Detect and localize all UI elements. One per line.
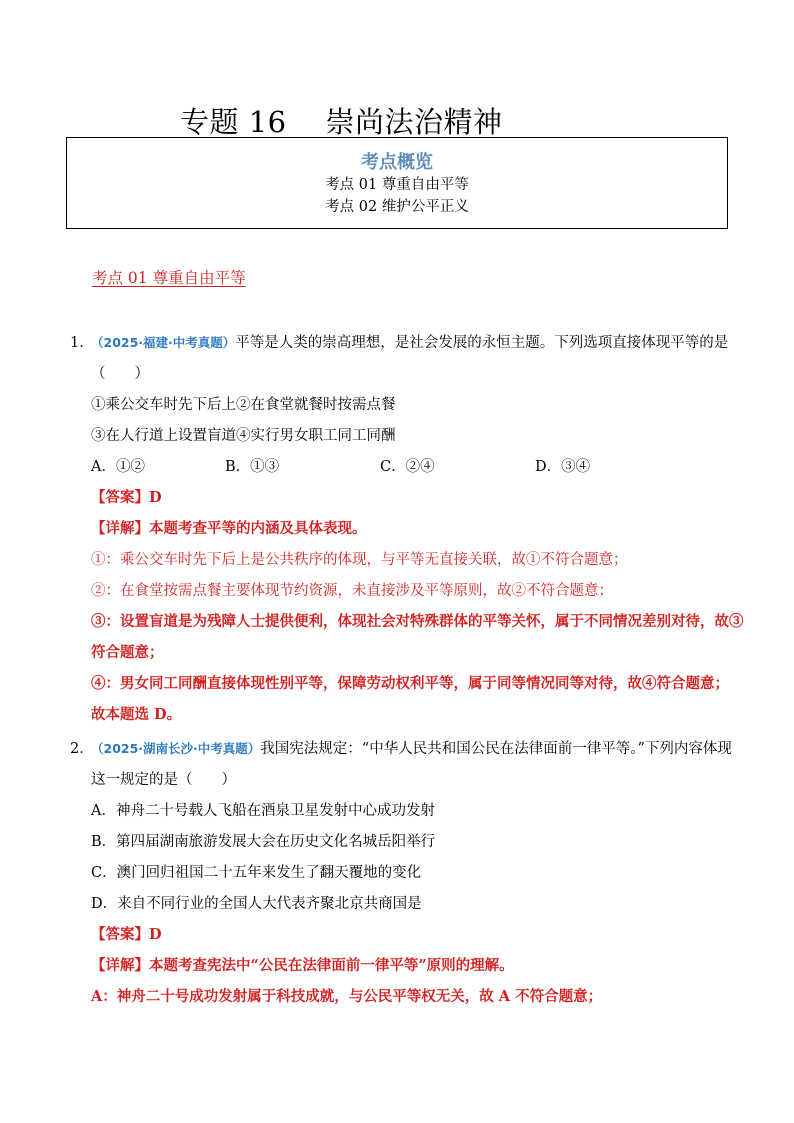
overview-heading: 考点概览 (361, 152, 433, 173)
overview-item-1: 考点 01 尊重自由平等 (325, 177, 469, 193)
overview-box (66, 137, 728, 229)
question-1-stem (91, 331, 728, 352)
question-1-detail (91, 517, 367, 538)
question-2-answer (91, 923, 162, 944)
question-1-answer (91, 486, 162, 507)
question-1-items-line2: ③在人行道上设置盲道④实行男女职工同工同酬 (91, 428, 396, 444)
answer-label: 【答案】 (91, 489, 149, 506)
question-1-explanation-4: ④：男女同工同酬直接体现性别平等，保障劳动权利平等，属于同等情况同等对待，故④符合题意； (91, 675, 729, 692)
overview-item-2: 考点 02 维护公平正义 (325, 199, 469, 215)
question-2-stem-line2: 这一规定的是（ ） (91, 772, 236, 788)
question-1-source: （2025·福建·中考真题） (91, 335, 236, 350)
question-1-stem-text: 平等是人类的崇高理想，是社会发展的永恒主题。下列选项直接体现平等的是 (235, 335, 729, 351)
detail-intro: 本题考查平等的内涵及具体表现。 (149, 520, 367, 537)
question-1-option-c: C．②④ (380, 459, 435, 475)
question-2-explanation-a: A：神舟二十号成功发射属于科技成就，与公民平等权无关，故 A 不符合题意； (91, 988, 603, 1005)
question-2-option-a: A．神舟二十号载人飞船在酒泉卫星发射中心成功发射 (91, 803, 435, 819)
question-2-detail (91, 954, 514, 975)
question-2-number: 2． (70, 741, 94, 757)
detail-intro: 本题考查宪法中“公民在法律面前一律平等”原则的理解。 (149, 957, 514, 974)
section-heading: 考点 01 尊重自由平等 (92, 269, 246, 287)
question-1-option-a: A．①② (91, 459, 145, 475)
page-title: 专题 16 崇尚法治精神 (180, 105, 503, 139)
detail-label: 【详解】 (91, 957, 149, 974)
question-2-source: （2025·湖南长沙·中考真题） (91, 741, 261, 756)
question-1-items-line1: ①乘公交车时先下后上②在食堂就餐时按需点餐 (91, 397, 396, 413)
question-1-explanation-3: ③：设置盲道是为残障人士提供便利，体现社会对特殊群体的平等关怀，属于不同情况差别对待，故③ (91, 613, 744, 630)
detail-label: 【详解】 (91, 520, 149, 537)
question-1-explanation-1: ①：乘公交车时先下后上是公共秩序的体现，与平等无直接关联，故①不符合题意； (91, 552, 628, 568)
question-1-stem-line2: （ ） (91, 366, 149, 382)
question-2-option-b: B．第四届湖南旅游发展大会在历史文化名城岳阳举行 (91, 834, 436, 850)
question-2-option-c: C．澳门回归祖国二十五年来发生了翻天覆地的变化 (91, 865, 422, 881)
answer-value: D (149, 489, 162, 506)
question-1-option-d: D．③④ (535, 459, 591, 475)
question-2-stem (91, 737, 732, 758)
question-1-conclusion: 故本题选 D。 (91, 706, 182, 723)
question-1-explanation-3-cont: 符合题意； (91, 644, 164, 661)
answer-label: 【答案】 (91, 926, 149, 943)
question-1-explanation-2: ②：在食堂按需点餐主要体现节约资源，未直接涉及平等原则，故②不符合题意； (91, 583, 613, 599)
question-1-option-b: B．①③ (225, 459, 280, 475)
answer-value: D (149, 926, 162, 943)
question-1-number: 1． (70, 335, 94, 351)
question-2-stem-text: 我国宪法规定：“中华人民共和国公民在法律面前一律平等。”下列内容体现 (260, 741, 732, 757)
question-2-option-d: D．来自不同行业的全国人大代表齐聚北京共商国是 (91, 896, 422, 912)
